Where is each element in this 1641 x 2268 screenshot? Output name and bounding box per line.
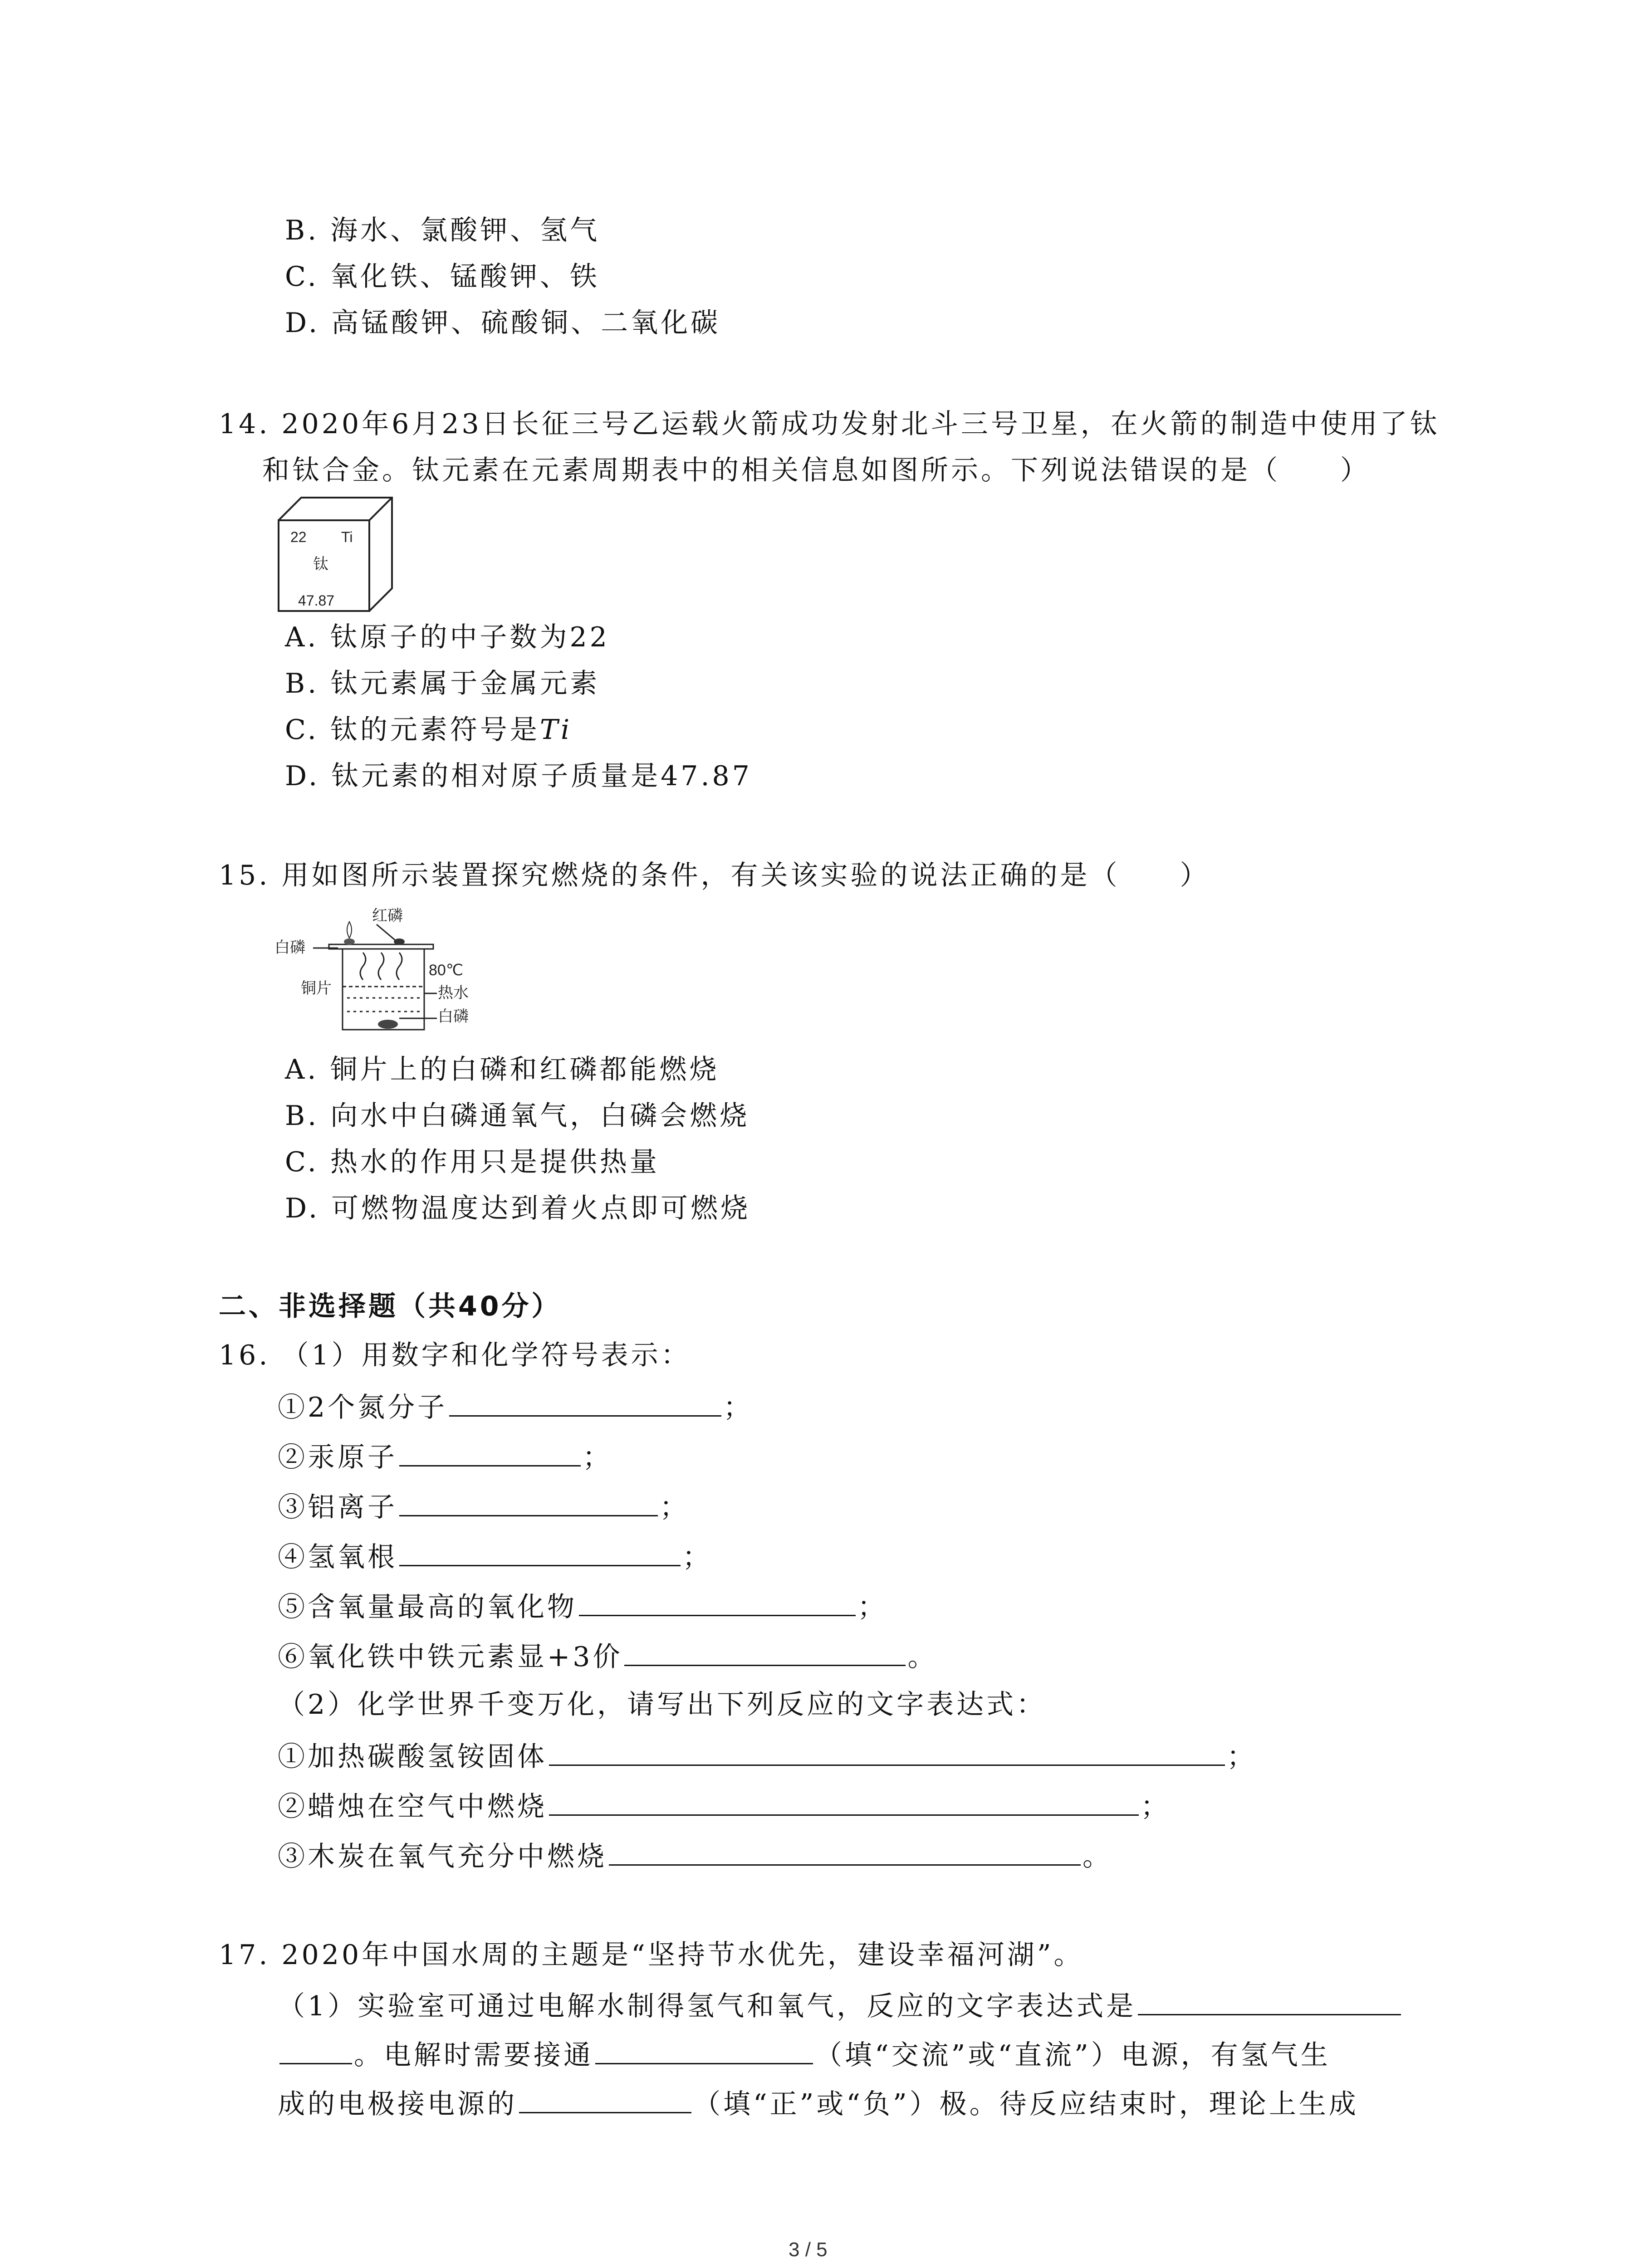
q17-stem-line3 bbox=[278, 2035, 1331, 2073]
label-red-phosphorus: 红磷 bbox=[372, 907, 403, 925]
q16-item-1-label: ①2个氮分子 bbox=[278, 1392, 448, 1423]
q16-item-5-label: ⑤含氧量最高的氧化物 bbox=[278, 1591, 577, 1623]
answer-blank[interactable] bbox=[1138, 1986, 1401, 2015]
q16-reaction-2-end: ； bbox=[1141, 1791, 1171, 1823]
answer-blank[interactable] bbox=[449, 1387, 721, 1417]
q13-option-c: C. 氧化铁、锰酸钾、铁 bbox=[285, 261, 600, 293]
answer-blank[interactable] bbox=[579, 1587, 856, 1616]
q17-line4-text-a: 成的电极接电源的 bbox=[278, 2088, 517, 2120]
q16-reaction-2 bbox=[278, 1786, 1171, 1825]
q15-option-d: D. 可燃物温度达到着火点即可燃烧 bbox=[285, 1193, 751, 1224]
titanium-element-cell-figure bbox=[278, 497, 400, 615]
answer-blank[interactable] bbox=[609, 1836, 1081, 1866]
q16-item-2-end: ； bbox=[583, 1442, 612, 1473]
q16-reaction-3-label: ③木炭在氧气充分中燃烧 bbox=[278, 1841, 607, 1872]
q16-intro: 16. （1）用数字和化学符号表示： bbox=[219, 1339, 691, 1371]
q16-item-6-label: ⑥氧化铁中铁元素显+3价 bbox=[278, 1641, 623, 1673]
answer-blank[interactable] bbox=[549, 1786, 1139, 1816]
q16-item-6 bbox=[278, 1637, 937, 1675]
answer-blank[interactable] bbox=[399, 1537, 681, 1566]
answer-blank[interactable] bbox=[624, 1637, 906, 1666]
q16-item-1 bbox=[278, 1387, 753, 1426]
label-hot-water: 热水 bbox=[438, 984, 469, 1002]
q17-line2-text: （1）实验室可通过电解水制得氢气和氧气，反应的文字表达式是 bbox=[278, 1990, 1136, 2022]
q14-option-c bbox=[285, 712, 572, 748]
element-symbol: Ti bbox=[341, 529, 353, 545]
q16-item-2 bbox=[278, 1437, 612, 1476]
element-name: 钛 bbox=[313, 555, 328, 573]
q16-item-4-label: ④氢氧根 bbox=[278, 1541, 397, 1573]
section-title: 二、非选择题（共40分） bbox=[219, 1290, 562, 1322]
q17-line4-text-b: （填“正”或“负”）极。待反应结束时，理论上生成 bbox=[693, 2088, 1359, 2120]
q14-option-a: A. 钛原子的中子数为22 bbox=[285, 621, 610, 653]
q16-item-3-label: ③铝离子 bbox=[278, 1491, 397, 1523]
q14-stem-line1: 14. 2020年6月23日长征三号乙运载火箭成功发射北斗三号卫星，在火箭的制造中使用了钛 bbox=[219, 408, 1440, 440]
q16-reaction-2-label: ②蜡烛在空气中燃烧 bbox=[278, 1791, 547, 1823]
q15-option-a: A. 铜片上的白磷和红磷都能燃烧 bbox=[285, 1054, 720, 1085]
q16-item-5 bbox=[278, 1587, 887, 1625]
answer-blank[interactable] bbox=[399, 1487, 658, 1516]
q14-option-c-text: C. 钛的元素符号是 bbox=[285, 714, 540, 746]
q14-option-b: B. 钛元素属于金属元素 bbox=[285, 668, 600, 699]
q14-option-c-symbol: Ti bbox=[539, 714, 573, 746]
page-number: 3 / 5 bbox=[789, 2239, 828, 2261]
q17-stem-line2 bbox=[278, 1986, 1403, 2024]
answer-blank[interactable] bbox=[549, 1736, 1225, 1766]
answer-blank[interactable] bbox=[279, 2035, 352, 2064]
element-atomic-number: 22 bbox=[290, 529, 307, 545]
q16-reaction-1 bbox=[278, 1736, 1257, 1775]
q14-stem-line2: 和钛合金。钛元素在元素周期表中的相关信息如图所示。下列说法错误的是（ ） bbox=[262, 455, 1370, 486]
q16-item-2-label: ②汞原子 bbox=[278, 1442, 397, 1473]
q16-reaction-1-end: ； bbox=[1227, 1741, 1257, 1773]
q17-line3-text-a: 。电解时需要接通 bbox=[354, 2039, 593, 2071]
q17-stem-line4 bbox=[278, 2084, 1359, 2122]
q16-item-3 bbox=[278, 1487, 690, 1525]
q15-option-b: B. 向水中白磷通氧气，白磷会燃烧 bbox=[285, 1100, 750, 1132]
answer-blank[interactable] bbox=[399, 1437, 581, 1466]
answer-blank[interactable] bbox=[519, 2084, 691, 2113]
q16-item-4-end: ； bbox=[682, 1541, 712, 1573]
q14-option-d: D. 钛元素的相对原子质量是47.87 bbox=[285, 760, 752, 792]
q16-item-5-end: ； bbox=[857, 1591, 887, 1623]
q16-part2-intro: （2）化学世界千变万化，请写出下列反应的文字表达式： bbox=[278, 1689, 1047, 1721]
label-copper-sheet: 铜片 bbox=[301, 979, 332, 997]
q16-reaction-3-end: 。 bbox=[1083, 1841, 1112, 1872]
q16-item-4 bbox=[278, 1537, 712, 1575]
q16-item-1-end: ； bbox=[723, 1392, 754, 1423]
q17-stem-line1: 17. 2020年中国水周的主题是“坚持节水优先，建设幸福河湖”。 bbox=[219, 1939, 1084, 1971]
label-white-phosphorus-bottom: 白磷 bbox=[438, 1007, 469, 1026]
answer-blank[interactable] bbox=[595, 2035, 813, 2064]
label-white-phosphorus-top: 白磷 bbox=[274, 938, 305, 957]
q15-stem: 15. 用如图所示装置探究燃烧的条件，有关该实验的说法正确的是（ ） bbox=[219, 860, 1210, 891]
element-atomic-mass: 47.87 bbox=[298, 592, 335, 609]
combustion-experiment-figure bbox=[274, 903, 510, 1039]
q17-line3-text-b: （填“交流”或“直流”）电源，有氢气生 bbox=[815, 2039, 1331, 2071]
q13-option-d: D. 高锰酸钾、硫酸铜、二氧化碳 bbox=[285, 307, 721, 339]
q16-item-3-end: ； bbox=[660, 1491, 690, 1523]
q15-option-c: C. 热水的作用只是提供热量 bbox=[285, 1146, 660, 1178]
q16-reaction-1-label: ①加热碳酸氢铵固体 bbox=[278, 1741, 547, 1773]
q16-reaction-3 bbox=[278, 1836, 1112, 1875]
q13-option-b: B. 海水、氯酸钾、氢气 bbox=[285, 215, 600, 246]
label-temperature: 80℃ bbox=[429, 962, 464, 979]
q16-item-6-end: 。 bbox=[907, 1641, 938, 1673]
